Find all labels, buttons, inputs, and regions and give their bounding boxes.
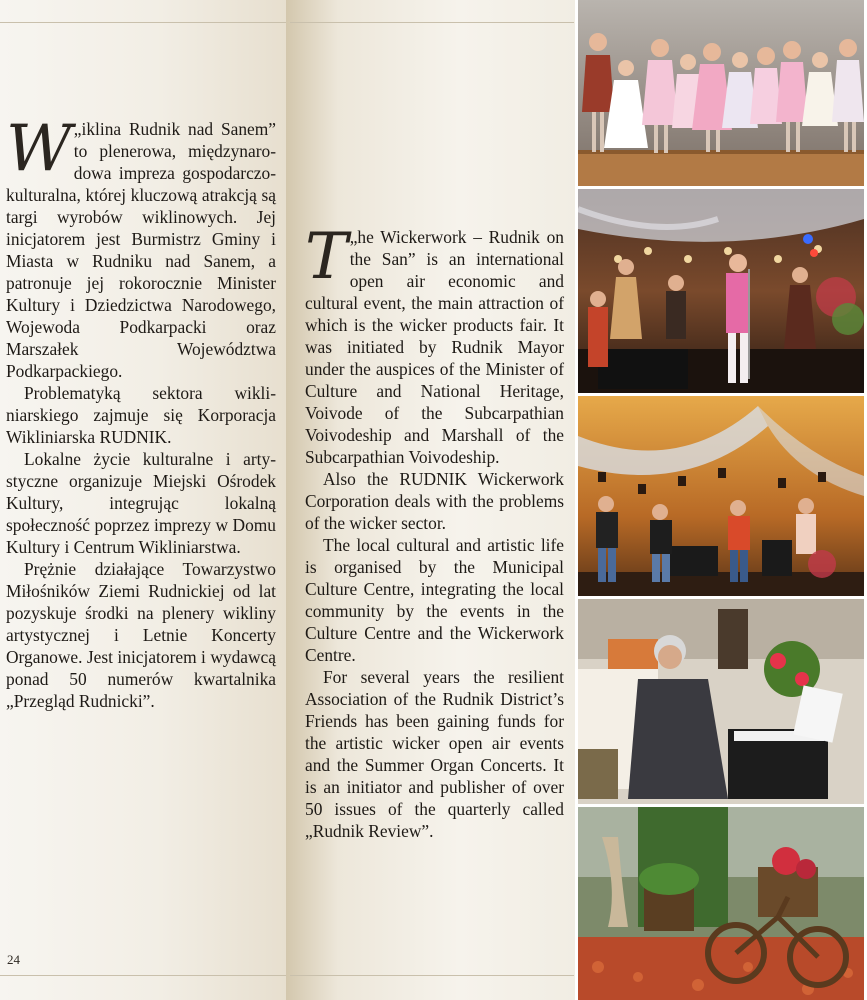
opening-quote: „ bbox=[73, 119, 82, 139]
page-number: 24 bbox=[7, 952, 20, 967]
photo-band-icon bbox=[578, 396, 864, 596]
paragraph-text: iklina Rudnik nad Sanem” to plenerowa, międzynarodowa impreza gospodarczo-kulturalna, której kluczową atrakcją są targi wyrobów wiklinowych. Jej inicjatorem jest Burmistrz Gminy i Miasta w Rudniku nad Sanem, a patronuje jej rokorocznie Minister Kultury i Dziedzictwa Narodowego, Wojewoda Podkarpacki oraz Marszałek Województwa Podkarpackiego. bbox=[6, 119, 276, 381]
polish-paragraph-3: Lokalne życie kulturalne i artystyczne organizuje Miejski Ośrodek Kultury, integrując lokalną społeczność poprzez imprezy w Domu Kultury i Centrum Wikliniarstwa. bbox=[6, 449, 276, 557]
english-paragraph-1 bbox=[305, 220, 564, 468]
english-text-column bbox=[305, 220, 564, 842]
stage-performance-photo bbox=[578, 189, 864, 393]
polish-paragraph-1 bbox=[6, 112, 276, 382]
photo-column bbox=[575, 0, 867, 1000]
bottom-rule-middle bbox=[290, 975, 574, 976]
polish-text-column bbox=[6, 112, 276, 712]
top-rule-middle bbox=[290, 22, 574, 23]
top-rule-left bbox=[0, 22, 286, 23]
english-paragraph-2: Also the RUDNIK Wickerwork Corporation deals with the problems of the wicker sector. bbox=[305, 469, 564, 533]
english-paragraph-4: For several years the resilient Association of the Rudnik District’s Friends has been gaining funds for the artistic wicker open air events and the Summer Organ Concerts. It is an initiator and publisher of over 50 issues of the quarterly called „Rudnik Review”. bbox=[305, 667, 564, 841]
paragraph-text: he Wickerwork – Rudnik on the San” is an international open air economic and cultural event, the main attraction of which is the wicker products fair. It was initiated by Rudnik Mayor under the auspices of the Minister of Culture and National Heritage, Voivode of the Subcarpathian Voivodeship and Marshall of the Subcarpathian Voivodeship. bbox=[305, 227, 564, 467]
english-paragraph-3: The local cultural and artistic life is organised by the Municipal Culture Centre, integrating the local community by the events in the Culture Centre and the Wickerwork Centre. bbox=[305, 535, 564, 665]
photo-stage-girls-icon bbox=[578, 0, 864, 186]
photo-organ-icon bbox=[578, 599, 864, 804]
rock-band-photo bbox=[578, 396, 864, 596]
polish-paragraph-2: Problematyką sektora wikliniarskiego zajmuje się Korporacja Wikliniarska RUDNIK. bbox=[6, 383, 276, 447]
photo-stage-singers-icon bbox=[578, 189, 864, 393]
bottom-rule-left bbox=[0, 975, 286, 976]
girls-pageant-photo bbox=[578, 0, 864, 186]
wicker-bicycle-photo bbox=[578, 807, 864, 1000]
photo-wicker-icon bbox=[578, 807, 864, 1000]
opening-quote: „ bbox=[349, 227, 358, 247]
polish-paragraph-4: Prężnie działające Towarzystwo Miłośników Ziemi Rudnickiej od lat pozyskuje środki na plenery wikliny artystycznej i Letnie Koncerty Organowe. Jest inicjatorem i wydawcą ponad 50 numerów kwartalnika „Przegląd Rudnicki”. bbox=[6, 559, 276, 711]
dropcap-letter: T bbox=[305, 220, 348, 294]
organist-photo bbox=[578, 599, 864, 804]
dropcap-letter: W bbox=[6, 112, 72, 186]
